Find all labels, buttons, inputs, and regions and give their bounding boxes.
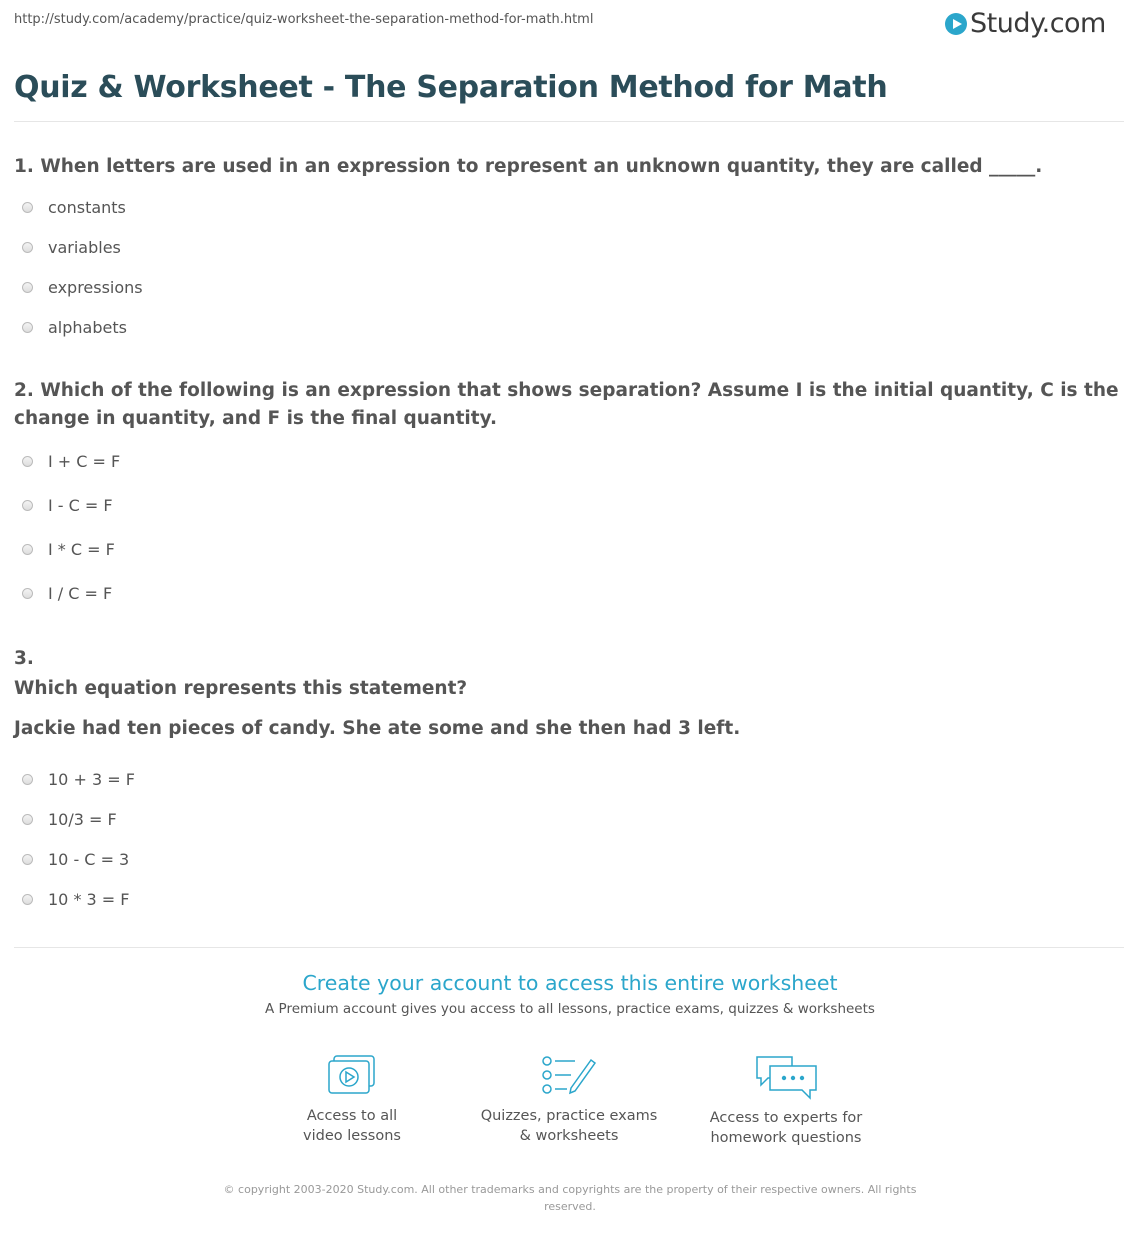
feature-video-lessons: [252, 1054, 452, 1146]
option-label: I + C = F: [48, 452, 121, 471]
radio-button[interactable]: [22, 544, 33, 555]
answer-option[interactable]: [22, 318, 127, 337]
radio-button[interactable]: [22, 282, 33, 293]
answer-option[interactable]: [22, 890, 130, 909]
answer-option[interactable]: [22, 770, 135, 789]
radio-button[interactable]: [22, 774, 33, 785]
feature-line: video lessons: [303, 1128, 401, 1144]
radio-button[interactable]: [22, 500, 33, 511]
option-label: I - C = F: [48, 496, 113, 515]
answer-option[interactable]: [22, 496, 113, 515]
question-number: 1.: [14, 156, 34, 177]
study-logo[interactable]: [945, 8, 1106, 39]
question-text: Which equation represents this statement?: [14, 678, 468, 699]
option-label: I * C = F: [48, 540, 115, 559]
answer-option[interactable]: [22, 198, 126, 217]
question-number: 3.: [14, 648, 34, 669]
video-lessons-icon: [326, 1054, 378, 1098]
option-label: alphabets: [48, 318, 127, 337]
page-url: http://study.com/academy/practice/quiz-worksheet-the-separation-method-for-math.html: [14, 12, 594, 27]
answer-option[interactable]: [22, 238, 121, 257]
question-2: [14, 377, 1124, 433]
quiz-checklist-icon: [541, 1054, 597, 1098]
feature-line: & worksheets: [519, 1128, 619, 1144]
title-divider: [14, 121, 1124, 122]
option-label: constants: [48, 198, 126, 217]
question-text: Which of the following is an expression that shows separation? Assume I is the initial quantity, C is the change in quantity, and F is the final quantity.: [14, 380, 1119, 429]
radio-button[interactable]: [22, 242, 33, 253]
feature-line: homework questions: [710, 1130, 862, 1146]
answer-option[interactable]: [22, 850, 129, 869]
radio-button[interactable]: [22, 202, 33, 213]
answer-option[interactable]: [22, 452, 120, 471]
chat-bubbles-icon: [754, 1054, 818, 1100]
radio-button[interactable]: [22, 322, 33, 333]
copyright-text: © copyright 2003-2020 Study.com. All other trademarks and copyrights are the property of their respective owners. All rights reserved.: [223, 1183, 917, 1213]
radio-button[interactable]: [22, 456, 33, 467]
radio-button[interactable]: [22, 588, 33, 599]
cta-subtitle: A Premium account gives you access to all lessons, practice exams, quizzes & worksheets: [265, 1001, 875, 1017]
feature-line: Quizzes, practice exams: [480, 1108, 658, 1124]
section-divider: [14, 947, 1124, 948]
question-3: [14, 645, 1124, 743]
question-text: When letters are used in an expression to represent an unknown quantity, they are called _____.: [40, 156, 1043, 177]
answer-option[interactable]: [22, 584, 112, 603]
question-1: [14, 153, 1124, 181]
radio-button[interactable]: [22, 814, 33, 825]
answer-option[interactable]: [22, 810, 117, 829]
feature-experts: [686, 1054, 886, 1148]
option-label: variables: [48, 238, 121, 257]
option-label: expressions: [48, 278, 143, 297]
feature-line: Access to experts for: [709, 1110, 863, 1126]
radio-button[interactable]: [22, 854, 33, 865]
create-account-link[interactable]: Create your account to access this entire worksheet: [302, 971, 838, 995]
answer-option[interactable]: [22, 540, 115, 559]
question-statement: Jackie had ten pieces of candy. She ate some and she then had 3 left.: [14, 718, 741, 739]
play-logo-icon: [945, 13, 967, 35]
logo-text: Study.com: [970, 8, 1106, 39]
feature-line: Access to all: [306, 1108, 398, 1124]
page-title: Quiz & Worksheet - The Separation Method for Math: [14, 70, 888, 105]
answer-option[interactable]: [22, 278, 143, 297]
option-label: 10 * 3 = F: [48, 890, 130, 909]
option-label: 10 + 3 = F: [48, 770, 135, 789]
feature-quizzes: [469, 1054, 669, 1146]
radio-button[interactable]: [22, 894, 33, 905]
option-label: 10/3 = F: [48, 810, 117, 829]
option-label: 10 - C = 3: [48, 850, 130, 869]
question-number: 2.: [14, 380, 34, 401]
option-label: I / C = F: [48, 584, 113, 603]
